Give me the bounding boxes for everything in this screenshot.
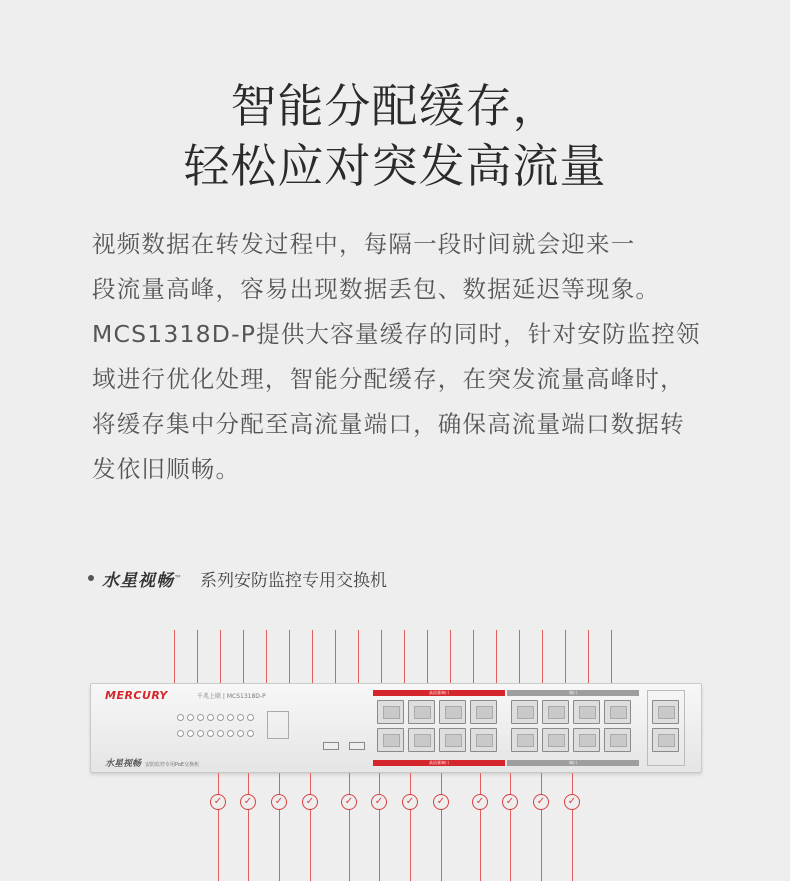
body-paragraph bbox=[92, 222, 712, 492]
series-label: 系列安防监控专用交换机 bbox=[200, 570, 387, 591]
ethernet-port bbox=[604, 728, 631, 752]
led-row-top bbox=[177, 714, 254, 721]
check-circle-icon: ✓ bbox=[502, 794, 518, 810]
ethernet-port bbox=[470, 728, 497, 752]
traffic-line bbox=[312, 630, 313, 686]
body-line: 段流量高峰，容易出现数据丢包、数据延迟等现象。 bbox=[92, 275, 661, 303]
headline-line-1: 智能分配缓存， bbox=[230, 79, 560, 133]
dip-switch-extend bbox=[349, 742, 365, 750]
ethernet-port bbox=[573, 728, 600, 752]
uplink-led-box bbox=[267, 711, 289, 739]
switch-brand-logo: MERCURY bbox=[105, 689, 168, 702]
ethernet-port bbox=[377, 728, 404, 752]
traffic-line bbox=[266, 630, 267, 686]
ethernet-port bbox=[604, 700, 631, 724]
ethernet-port bbox=[377, 700, 404, 724]
port-group-normal: 端口 端口 bbox=[507, 690, 639, 766]
traffic-lines-top bbox=[0, 630, 790, 686]
ethernet-port bbox=[542, 700, 569, 724]
switch-device bbox=[90, 683, 702, 773]
ethernet-port bbox=[511, 700, 538, 724]
check-circle-icon: ✓ bbox=[240, 794, 256, 810]
traffic-line bbox=[427, 630, 428, 686]
ethernet-port bbox=[573, 700, 600, 724]
traffic-line bbox=[541, 773, 542, 881]
traffic-line bbox=[404, 630, 405, 686]
check-circle-icon: ✓ bbox=[341, 794, 357, 810]
check-markers bbox=[0, 794, 790, 812]
check-circle-icon: ✓ bbox=[433, 794, 449, 810]
port-group-high-traffic: 高流量端口 高流量端口 bbox=[373, 690, 505, 766]
ethernet-port bbox=[470, 700, 497, 724]
traffic-line bbox=[310, 773, 311, 881]
traffic-line bbox=[588, 630, 589, 686]
traffic-line bbox=[358, 630, 359, 686]
traffic-line bbox=[542, 630, 543, 686]
series-caption bbox=[88, 566, 387, 590]
uplink-port bbox=[652, 700, 679, 724]
traffic-line bbox=[441, 773, 442, 881]
traffic-line bbox=[450, 630, 451, 686]
check-circle-icon: ✓ bbox=[564, 794, 580, 810]
bullet-icon bbox=[88, 575, 94, 581]
body-line: MCS1318D-P提供大容量缓存的同时，针对安防监控领 bbox=[92, 320, 701, 348]
traffic-line bbox=[279, 773, 280, 881]
headline-line-2: 轻松应对突发高流量 bbox=[183, 139, 607, 193]
trademark: ™ bbox=[174, 573, 182, 583]
traffic-line bbox=[519, 630, 520, 686]
check-circle-icon: ✓ bbox=[402, 794, 418, 810]
traffic-line bbox=[480, 773, 481, 881]
traffic-line bbox=[572, 773, 573, 881]
traffic-line bbox=[381, 630, 382, 686]
traffic-line bbox=[349, 773, 350, 881]
body-line: 域进行优化处理，智能分配缓存，在突发流量高峰时， bbox=[92, 365, 685, 393]
dip-switch-vlan bbox=[323, 742, 339, 750]
traffic-line bbox=[248, 773, 249, 881]
headline bbox=[0, 76, 790, 196]
ethernet-port bbox=[408, 700, 435, 724]
ethernet-port bbox=[408, 728, 435, 752]
uplink-port bbox=[652, 728, 679, 752]
body-line: 视频数据在转发过程中，每隔一段时间就会迎来一 bbox=[92, 230, 636, 258]
ethernet-port bbox=[439, 728, 466, 752]
traffic-line bbox=[510, 773, 511, 881]
traffic-line bbox=[473, 630, 474, 686]
body-line: 将缓存集中分配至高流量端口，确保高流量端口数据转 bbox=[92, 410, 685, 438]
traffic-line bbox=[335, 630, 336, 686]
traffic-line bbox=[496, 630, 497, 686]
check-circle-icon: ✓ bbox=[371, 794, 387, 810]
traffic-line bbox=[289, 630, 290, 686]
traffic-line bbox=[611, 630, 612, 686]
check-circle-icon: ✓ bbox=[302, 794, 318, 810]
traffic-line bbox=[220, 630, 221, 686]
switch-series-label: 水星视畅 安防监控专用PoE交换机 bbox=[105, 759, 200, 769]
traffic-lines-bottom bbox=[0, 773, 790, 881]
series-brand: 水星视畅 bbox=[102, 570, 174, 591]
port-group-uplink bbox=[647, 690, 685, 766]
led-row-bottom bbox=[177, 730, 254, 737]
traffic-line bbox=[197, 630, 198, 686]
traffic-line bbox=[243, 630, 244, 686]
body-line: 发依旧顺畅。 bbox=[92, 455, 241, 483]
ethernet-port bbox=[511, 728, 538, 752]
traffic-line bbox=[174, 630, 175, 686]
check-circle-icon: ✓ bbox=[271, 794, 287, 810]
traffic-line bbox=[410, 773, 411, 881]
switch-model-label: 千兆上联 | MCS1318D-P bbox=[197, 693, 266, 700]
ethernet-port bbox=[542, 728, 569, 752]
ethernet-port bbox=[439, 700, 466, 724]
traffic-line bbox=[565, 630, 566, 686]
check-circle-icon: ✓ bbox=[472, 794, 488, 810]
traffic-line bbox=[218, 773, 219, 881]
traffic-line bbox=[379, 773, 380, 881]
check-circle-icon: ✓ bbox=[533, 794, 549, 810]
check-circle-icon: ✓ bbox=[210, 794, 226, 810]
